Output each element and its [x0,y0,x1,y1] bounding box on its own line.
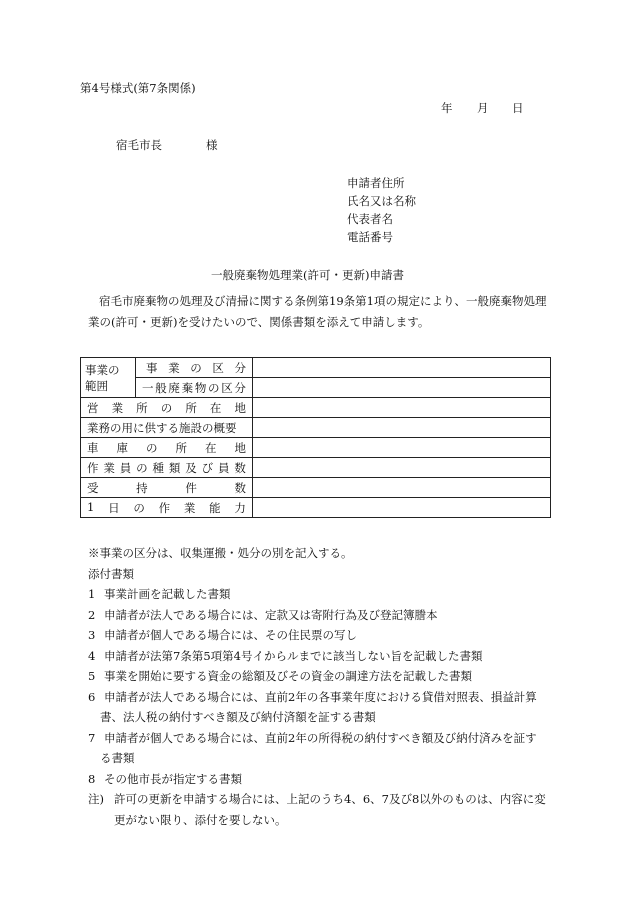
body-line-2: 業の(許可・更新)を受けたいので、関係書類を添えて申請します。 [88,315,430,329]
notes-section [88,543,558,830]
workers-value[interactable] [253,458,551,478]
assigned-cases-value[interactable] [253,478,551,498]
business-category-value[interactable] [253,358,551,378]
application-body [88,291,558,333]
table-row [81,418,551,438]
date-day-label: 日 [512,101,524,115]
garage-location-value[interactable] [253,438,551,458]
applicant-representative-label: 代表者名 [347,212,393,226]
addressee-honorific: 様 [206,138,218,152]
office-location-label: 営 業 所 の 所 在 地 [81,398,253,418]
daily-capacity-label: 1 日 の 作 業 能 力 [81,498,253,518]
assigned-cases-label: 受 持 件 数 [81,478,253,498]
table-row [81,478,551,498]
application-table [80,357,551,518]
applicant-address-label: 申請者住所 [347,176,405,190]
document-title: 一般廃棄物処理業(許可・更新)申請書 [211,268,404,282]
daily-capacity-value[interactable] [253,498,551,518]
footnote: 注) 許可の更新を申請する場合には、上記のうち4、6、7及び8以外のものは、内容に変 更がない限り、添付を要しない。 [88,792,546,827]
table-row [81,498,551,518]
list-item: 4 申請者が法第7条第5項第4号イからルまでに該当しない旨を記載した書類 [88,648,483,663]
date-month-label: 月 [477,101,489,115]
waste-category-label: 一 般 廃 棄 物 の 区 分 [136,378,253,398]
office-location-value[interactable] [253,398,551,418]
applicant-phone-label: 電話番号 [347,230,393,244]
form-number: 第4号様式(第7条関係) [80,81,196,95]
business-scope-label: 事業の 範囲 [81,358,136,398]
business-category-remark: ※事業の区分は、収集運搬・処分の別を記入する。 [88,546,353,560]
facility-overview-label: 業務の用に供する施設の概要 [81,418,253,438]
facility-overview-value[interactable] [253,418,551,438]
list-item: 7 申請者が個人である場合には、直前2年の所得税の納付すべき額及び納付済みを証す る書類 [88,730,537,765]
table-row [81,458,551,478]
addressee-name: 宿毛市長 [116,138,162,152]
attachments-heading: 添付書類 [88,566,134,581]
list-item: 3 申請者が個人である場合には、その住民票の写し [88,628,357,642]
list-item: 8 その他市長が指定する書類 [88,771,242,786]
table-row [81,358,551,378]
body-line-1: 宿毛市廃棄物の処理及び清掃に関する条例第19条第1項の規定により、一般廃棄物処理 [99,294,547,308]
waste-category-value[interactable] [253,378,551,398]
table-row [81,398,551,418]
list-item: 1 事業計画を記載した書類 [88,587,231,601]
applicant-name-label: 氏名又は名称 [347,194,416,208]
garage-location-label: 車 庫 の 所 在 地 [81,438,253,458]
table-row [81,438,551,458]
list-item: 5 事業を開始に要する資金の総額及びその資金の調達方法を記載した書類 [88,669,472,683]
workers-label: 作 業 員 の 種 類 及 び 員 数 [81,458,253,478]
date-year-label: 年 [441,101,453,115]
list-item: 2 申請者が法人である場合には、定款又は寄附行為及び登記簿謄本 [88,607,438,622]
list-item: 6 申請者が法人である場合には、直前2年の各事業年度における貸借対照表、損益計算 書、法人税の納付すべき額及び納付済額を証する書類 [88,689,537,724]
table-row [81,378,551,398]
business-category-label: 事 業 の 区 分 [136,358,253,378]
